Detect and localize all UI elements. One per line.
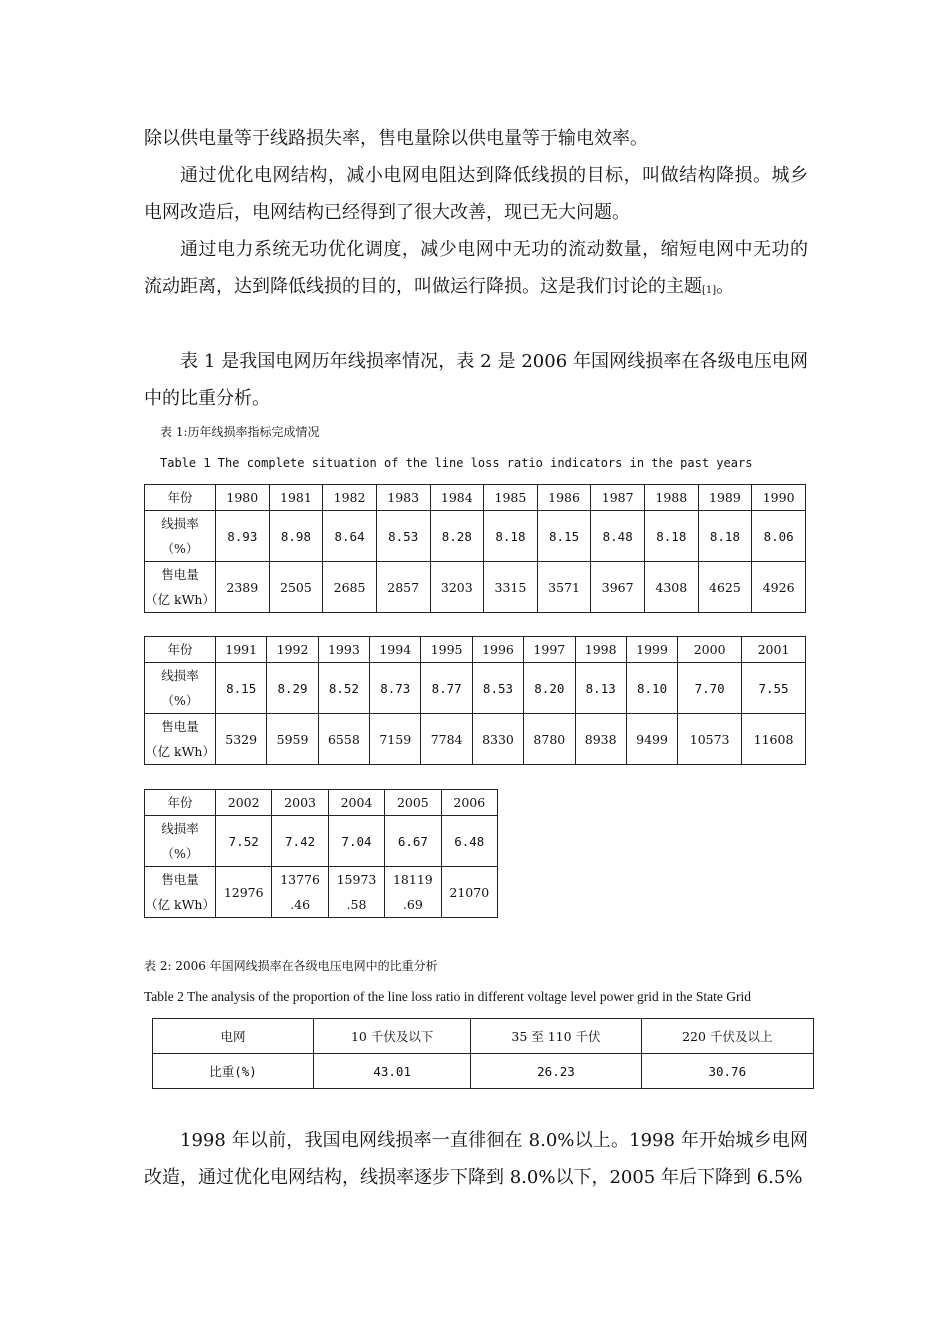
loss-cell: 7.04 xyxy=(328,816,384,867)
loss-label-line1: 线损率 xyxy=(161,516,199,531)
table2-row-label: 比重(%) xyxy=(153,1054,314,1089)
loss-cell: 8.10 xyxy=(626,663,677,714)
table1-caption-en: Table 1 The complete situation of the line loss ratio indicators in the past years xyxy=(160,456,753,470)
loss-label xyxy=(145,511,216,562)
sales-cell: 7159 xyxy=(370,714,421,765)
loss-label xyxy=(145,816,216,867)
loss-cell: 8.64 xyxy=(323,511,377,562)
citation-ref: [1] xyxy=(702,285,717,296)
year-cell: 2000 xyxy=(678,637,742,663)
sales-cell: 5329 xyxy=(216,714,267,765)
sales-cell: 8780 xyxy=(524,714,575,765)
sales-cell xyxy=(385,867,441,918)
sales-label xyxy=(145,562,216,613)
sales-row xyxy=(145,714,806,765)
year-label: 年份 xyxy=(145,485,216,511)
sales-label-line1: 售电量 xyxy=(161,872,199,887)
sales-cell: 10573 xyxy=(678,714,742,765)
sales-cell xyxy=(216,867,272,918)
sales-cell-line2: .69 xyxy=(402,897,423,912)
sales-label-line1: 售电量 xyxy=(161,567,199,582)
table2-cell-220kv: 30.76 xyxy=(641,1054,813,1089)
sales-cell: 2685 xyxy=(323,562,377,613)
sales-cell: 6558 xyxy=(318,714,369,765)
loss-row xyxy=(145,816,498,867)
sales-cell-line1: 15973 xyxy=(336,872,377,887)
loss-cell: 8.53 xyxy=(376,511,430,562)
loss-cell: 8.48 xyxy=(591,511,645,562)
sales-cell: 3571 xyxy=(537,562,591,613)
sales-cell: 3203 xyxy=(430,562,484,613)
loss-label-line1: 线损率 xyxy=(161,668,199,683)
year-row xyxy=(145,485,806,511)
table1-part3 xyxy=(144,789,498,918)
year-cell: 1985 xyxy=(484,485,538,511)
year-cell: 2002 xyxy=(216,790,272,816)
year-cell: 2006 xyxy=(441,790,497,816)
sales-cell-line1: 13776 xyxy=(280,872,320,887)
paragraph-1: 除以供电量等于线路损失率，售电量除以供电量等于输电效率。 xyxy=(144,128,648,149)
year-row xyxy=(145,790,498,816)
loss-cell: 7.70 xyxy=(678,663,742,714)
sales-cell: 11608 xyxy=(742,714,806,765)
sales-cell: 8330 xyxy=(472,714,523,765)
loss-cell: 8.18 xyxy=(484,511,538,562)
sales-cell: 4926 xyxy=(752,562,806,613)
year-cell: 2005 xyxy=(385,790,441,816)
loss-cell: 8.15 xyxy=(216,663,267,714)
year-cell: 1996 xyxy=(472,637,523,663)
year-label: 年份 xyxy=(145,637,216,663)
year-cell: 1982 xyxy=(323,485,377,511)
loss-cell: 8.52 xyxy=(318,663,369,714)
year-cell: 1999 xyxy=(626,637,677,663)
sales-cell xyxy=(328,867,384,918)
loss-cell: 8.06 xyxy=(752,511,806,562)
table2-cell-35-110kv: 26.23 xyxy=(471,1054,641,1089)
year-cell: 1984 xyxy=(430,485,484,511)
loss-label-line2: （%） xyxy=(161,541,199,556)
sales-cell: 8938 xyxy=(575,714,626,765)
table2-header-grid: 电网 xyxy=(153,1019,314,1054)
sales-cell-line1: 12976 xyxy=(223,884,264,900)
sales-row xyxy=(145,562,806,613)
sales-cell xyxy=(441,867,497,918)
sales-cell: 2389 xyxy=(216,562,270,613)
loss-label-line1: 线损率 xyxy=(161,821,199,836)
sales-cell-line1: 18119 xyxy=(392,872,433,887)
sales-cell: 4308 xyxy=(645,562,699,613)
loss-cell: 8.29 xyxy=(267,663,318,714)
year-row xyxy=(145,637,806,663)
table2-caption-en: Table 2 The analysis of the proportion of the line loss ratio in different voltage level power grid in the State Grid xyxy=(144,989,752,1004)
sales-cell: 7784 xyxy=(421,714,472,765)
loss-label xyxy=(145,663,216,714)
table2-header-35-110kv: 35 至 110 千伏 xyxy=(471,1019,641,1054)
year-cell: 1998 xyxy=(575,637,626,663)
loss-cell: 7.52 xyxy=(216,816,272,867)
loss-cell: 7.55 xyxy=(742,663,806,714)
sales-cell: 2505 xyxy=(269,562,323,613)
loss-cell: 7.42 xyxy=(272,816,328,867)
sales-label-line2: （亿 kWh） xyxy=(145,744,215,759)
year-cell: 1989 xyxy=(698,485,752,511)
sales-cell-line2: .46 xyxy=(290,897,311,912)
sales-label xyxy=(145,714,216,765)
loss-cell: 8.98 xyxy=(269,511,323,562)
paragraph-3-text: 通过电力系统无功优化调度，减少电网中无功的流动数量，缩短电网中无功的流动距离，达到降低线损的目的，叫做运行降损。这是我们讨论的主题 xyxy=(144,239,808,297)
sales-label-line2: （亿 kWh） xyxy=(145,592,215,607)
paragraph-5: 1998 年以前，我国电网线损率一直徘徊在 8.0%以上。1998 年开始城乡电网改造，通过优化电网结构，线损率逐步下降到 8.0%以下，2005 年后下降到 6.5% xyxy=(144,1130,808,1188)
loss-label-line2: （%） xyxy=(161,693,199,708)
table2-cell-10kv: 43.01 xyxy=(314,1054,471,1089)
loss-cell: 8.20 xyxy=(524,663,575,714)
sales-cell: 2857 xyxy=(376,562,430,613)
table2 xyxy=(152,1018,814,1089)
loss-row xyxy=(145,663,806,714)
loss-cell: 8.13 xyxy=(575,663,626,714)
sales-label-line1: 售电量 xyxy=(161,719,199,734)
year-cell: 2003 xyxy=(272,790,328,816)
year-cell: 1993 xyxy=(318,637,369,663)
year-cell: 1987 xyxy=(591,485,645,511)
year-cell: 1983 xyxy=(376,485,430,511)
loss-row xyxy=(145,511,806,562)
loss-label-line2: （%） xyxy=(161,846,199,861)
table1-part1 xyxy=(144,484,806,613)
paragraph-2: 通过优化电网结构，减小电网电阻达到降低线损的目标，叫做结构降损。城乡电网改造后，电网结构已经得到了很大改善，现已无大问题。 xyxy=(144,165,808,223)
year-cell: 1980 xyxy=(216,485,270,511)
paragraph-3 xyxy=(144,231,808,305)
loss-cell: 8.15 xyxy=(537,511,591,562)
paragraph-3-end: 。 xyxy=(716,276,735,297)
sales-cell: 5959 xyxy=(267,714,318,765)
loss-cell: 8.73 xyxy=(370,663,421,714)
table2-caption-cn: 表 2: 2006 年国网线损率在各级电压电网中的比重分析 xyxy=(144,959,438,973)
sales-cell: 3967 xyxy=(591,562,645,613)
year-cell: 1990 xyxy=(752,485,806,511)
sales-label xyxy=(145,867,216,918)
loss-cell: 8.28 xyxy=(430,511,484,562)
year-cell: 1986 xyxy=(537,485,591,511)
year-cell: 1988 xyxy=(645,485,699,511)
sales-cell: 3315 xyxy=(484,562,538,613)
year-cell: 1991 xyxy=(216,637,267,663)
year-cell: 2004 xyxy=(328,790,384,816)
table2-header-220kv: 220 千伏及以上 xyxy=(641,1019,813,1054)
sales-cell xyxy=(272,867,328,918)
loss-cell: 8.18 xyxy=(698,511,752,562)
year-label: 年份 xyxy=(145,790,216,816)
year-cell: 1992 xyxy=(267,637,318,663)
year-cell: 1981 xyxy=(269,485,323,511)
sales-label-line2: （亿 kWh） xyxy=(145,897,215,912)
table1-caption-cn: 表 1:历年线损率指标完成情况 xyxy=(160,425,320,439)
table2-header-10kv: 10 千伏及以下 xyxy=(314,1019,471,1054)
loss-cell: 8.77 xyxy=(421,663,472,714)
year-cell: 1995 xyxy=(421,637,472,663)
year-cell: 1997 xyxy=(524,637,575,663)
sales-cell: 4625 xyxy=(698,562,752,613)
loss-cell: 8.18 xyxy=(645,511,699,562)
sales-cell-line1: 21070 xyxy=(449,884,490,900)
loss-cell: 6.48 xyxy=(441,816,497,867)
sales-cell: 9499 xyxy=(626,714,677,765)
sales-row xyxy=(145,867,498,918)
year-cell: 1994 xyxy=(370,637,421,663)
table1-part2 xyxy=(144,636,806,765)
loss-cell: 8.93 xyxy=(216,511,270,562)
sales-cell-line2: .58 xyxy=(346,897,367,912)
loss-cell: 6.67 xyxy=(385,816,441,867)
paragraph-4: 表 1 是我国电网历年线损率情况，表 2 是 2006 年国网线损率在各级电压电网中的比重分析。 xyxy=(144,351,808,409)
loss-cell: 8.53 xyxy=(472,663,523,714)
year-cell: 2001 xyxy=(742,637,806,663)
